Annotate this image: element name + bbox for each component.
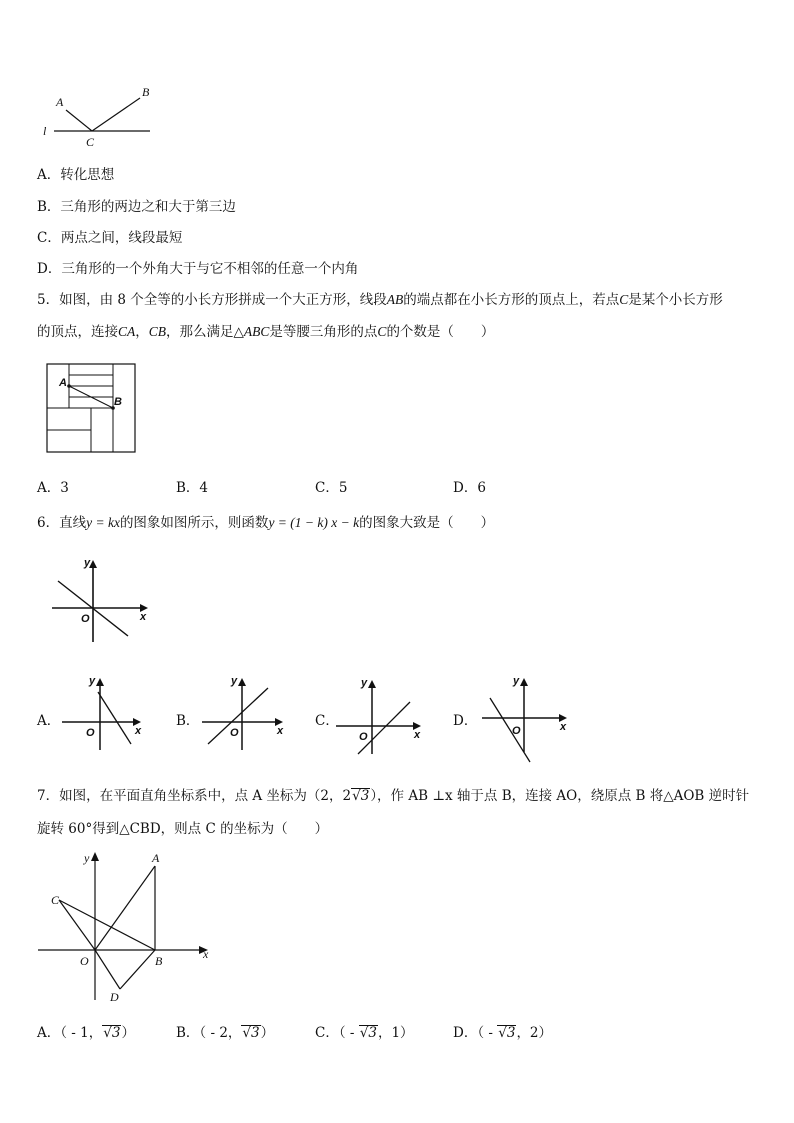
svg-text:y: y (89, 675, 96, 687)
q6-stem: 6．直线y = kx的图象如图所示，则函数y = (1 − k) x − k的图象大致是（ ） (37, 515, 495, 531)
label-a: A (56, 95, 64, 109)
q7-stem-line1: 7．如图，在平面直角坐标系中，点 A 坐标为（2，2√3），作 AB ⊥x 轴于点 B，连接 AO，绕原点 B 将△AOB 逆时针 (37, 788, 750, 804)
q4-option-a[interactable]: A．转化思想 (37, 167, 115, 183)
segment-bc (92, 98, 140, 131)
svg-text:x: x (135, 725, 142, 737)
q7-option-c[interactable]: C．（ - √3，1） (315, 1025, 414, 1041)
svg-text:A: A (152, 851, 160, 865)
q5-option-d[interactable]: D．6 (453, 480, 486, 496)
q6-option-a-key[interactable]: A． (37, 713, 61, 729)
q5-option-a[interactable]: A．3 (37, 480, 69, 496)
svg-text:O: O (359, 731, 368, 743)
q5-option-b[interactable]: B．4 (176, 480, 209, 496)
q5-stem-line1: 5．如图，由 8 个全等的小长方形拼成一个大正方形，线段AB的端点都在小长方形的顶点上，若点C是某个小长方形 (37, 292, 723, 308)
q4-figure (40, 84, 160, 150)
label-b: B (114, 396, 122, 408)
svg-text:O: O (86, 727, 95, 739)
svg-text:y: y (84, 557, 91, 569)
q4-option-d[interactable]: D．三角形的一个外角大于与它不相邻的任意一个内角 (37, 261, 359, 277)
svg-text:x: x (203, 947, 209, 961)
q7-figure (34, 848, 220, 1006)
q7-option-d[interactable]: D．（ - √3，2） (453, 1025, 553, 1041)
q7-option-a[interactable]: A．（ - 1，√3） (37, 1025, 135, 1041)
q5-option-c[interactable]: C．5 (315, 480, 348, 496)
q6-option-c-graph[interactable] (334, 674, 429, 756)
q4-option-b[interactable]: B．三角形的两边之和大于第三边 (37, 199, 236, 215)
q7-stem-line2: 旋转 60°得到△CBD，则点 C 的坐标为（ ） (37, 821, 329, 837)
q6-main-graph (50, 556, 155, 644)
q6-option-d-graph[interactable] (478, 672, 573, 764)
svg-text:O: O (80, 954, 89, 968)
svg-text:x: x (140, 611, 147, 623)
q4-option-c[interactable]: C．两点之间，线段最短 (37, 230, 183, 246)
q7-option-b[interactable]: B．（ - 2，√3） (176, 1025, 275, 1041)
svg-text:y: y (84, 851, 90, 865)
svg-text:x: x (414, 729, 421, 741)
label-c: C (86, 135, 95, 149)
q5-figure (44, 362, 140, 454)
svg-text:B: B (155, 954, 163, 968)
q6-option-d-key[interactable]: D． (453, 713, 478, 729)
svg-text:O: O (230, 727, 239, 739)
svg-text:O: O (512, 725, 521, 737)
svg-text:y: y (513, 675, 520, 687)
svg-text:y: y (361, 677, 368, 689)
svg-text:O: O (81, 613, 90, 625)
label-b: B (142, 85, 150, 99)
q6-option-b-graph[interactable] (198, 672, 290, 752)
svg-text:x: x (560, 721, 567, 733)
point-a (67, 384, 71, 388)
q6-option-b-key[interactable]: B． (176, 713, 200, 729)
svg-text:C: C (51, 893, 60, 907)
label-l: l (43, 124, 47, 138)
svg-text:y: y (231, 675, 238, 687)
q5-stem-line2: 的顶点，连接CA，CB，那么满足△ABC是等腰三角形的点C的个数是（ ） (37, 324, 495, 340)
label-a: A (59, 377, 67, 389)
segment-ac (66, 110, 92, 131)
q6-option-c-key[interactable]: C． (315, 713, 339, 729)
svg-text:D: D (110, 990, 119, 1004)
q6-option-a-graph[interactable] (58, 672, 148, 752)
svg-text:x: x (277, 725, 284, 737)
